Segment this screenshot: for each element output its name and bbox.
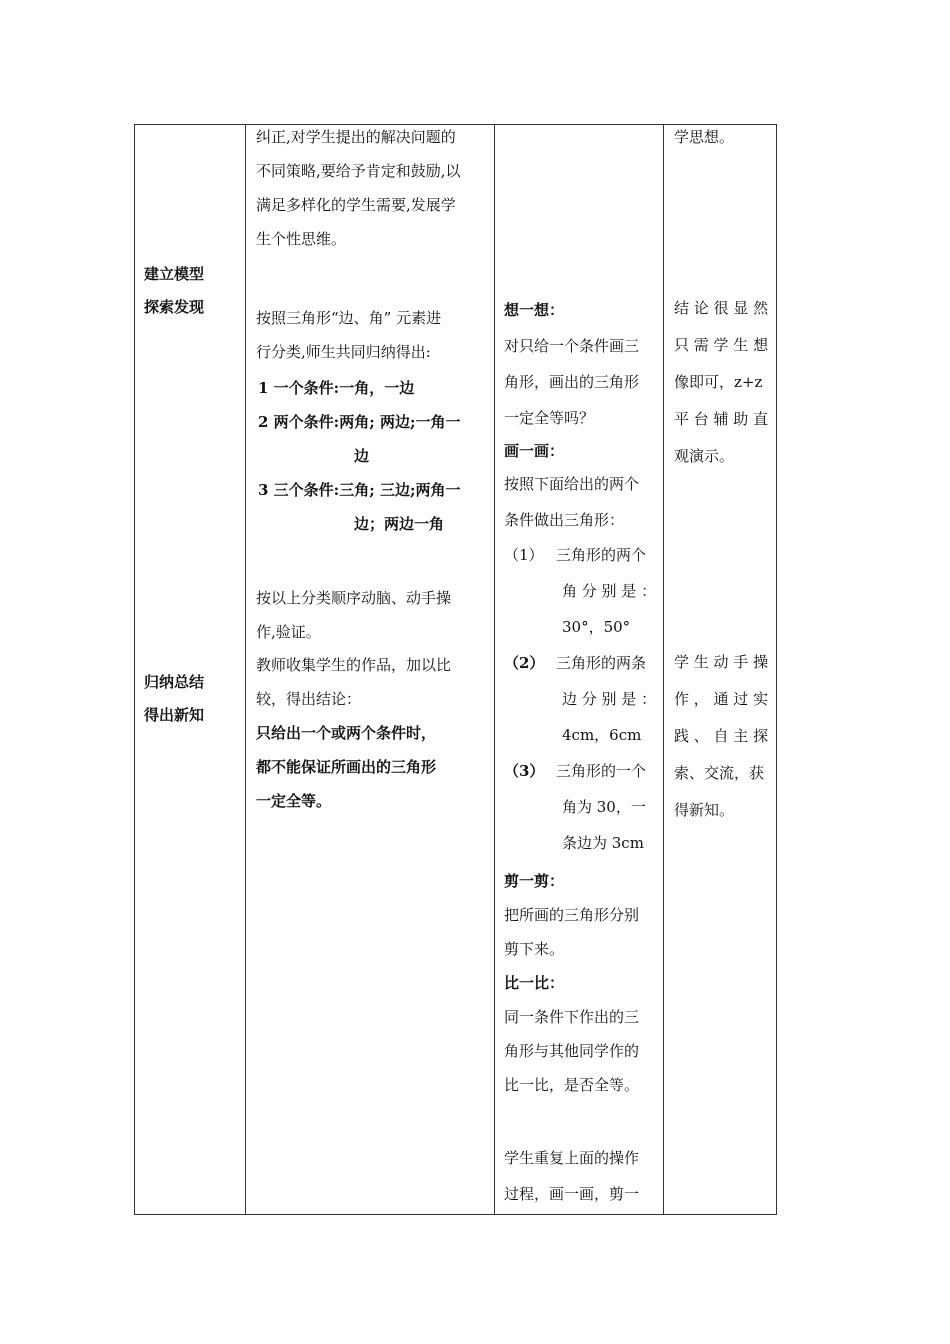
text-line: 都不能保证所画出的三角形 bbox=[256, 758, 437, 776]
text-line: 生个性思维。 bbox=[256, 230, 347, 248]
student-activities bbox=[504, 292, 639, 538]
column-divider bbox=[245, 125, 246, 1214]
teacher-paragraph-2 bbox=[256, 301, 441, 369]
stage-label-summary bbox=[144, 666, 204, 732]
text-line: 像即可，z+z bbox=[674, 373, 763, 391]
text-line: 角形与其他同学作的 bbox=[504, 1042, 640, 1060]
design-intent-1 bbox=[674, 290, 768, 475]
condition-number: （1） bbox=[504, 546, 544, 564]
text-line: 践 、 自 主 探 bbox=[674, 727, 769, 745]
teacher-paragraph-3 bbox=[256, 581, 451, 649]
stage-label-model bbox=[144, 258, 204, 324]
text-line: 作,验证。 bbox=[256, 623, 321, 641]
text-line: 边 分 别 是 ： bbox=[562, 690, 657, 708]
text-line: 条边为 3cm bbox=[562, 834, 644, 852]
list-item-continuation: 边；两边一角 bbox=[354, 515, 445, 533]
text-line: 角 分 别 是 ： bbox=[562, 582, 657, 600]
list-item-continuation: 边 bbox=[354, 447, 370, 465]
text-line: 只给出一个或两个条件时， bbox=[256, 724, 437, 742]
student-activities-3 bbox=[504, 1140, 639, 1212]
teacher-paragraph-1 bbox=[256, 120, 461, 256]
text-line: 得新知。 bbox=[674, 801, 735, 819]
text-line: 教师收集学生的作品，加以比 bbox=[256, 656, 452, 674]
stage-line: 探索发现 bbox=[144, 298, 205, 316]
activity-heading-think: 想一想： bbox=[504, 301, 565, 319]
text-line: 学 生 动 手 操 bbox=[674, 653, 769, 671]
text-line: 作 ， 通 过 实 bbox=[674, 690, 769, 708]
text-line: 对只给一个条件画三 bbox=[504, 337, 640, 355]
text-line: 按照下面给出的两个 bbox=[504, 475, 640, 493]
draw-conditions-list bbox=[504, 537, 656, 861]
condition-item bbox=[504, 753, 656, 861]
design-intent-0 bbox=[674, 120, 734, 154]
student-activities-2 bbox=[504, 864, 639, 1102]
teacher-paragraph-4 bbox=[256, 648, 451, 716]
text-line: 学生重复上面的操作 bbox=[504, 1149, 640, 1167]
list-item: 2 两个条件:两角; 两边;一角一 bbox=[258, 413, 461, 431]
text-line: 只 需 学 生 想 bbox=[674, 336, 769, 354]
text-line: 纠正,对学生提出的解决问题的 bbox=[256, 128, 456, 146]
design-intent-2 bbox=[674, 644, 768, 829]
text-line: 按以上分类顺序动脑、动手操 bbox=[256, 589, 452, 607]
text-line: 结 论 很 显 然 bbox=[674, 299, 769, 317]
conclusion-text bbox=[256, 716, 436, 818]
text-line: 按照三角形“边、角” 元素进 bbox=[256, 309, 442, 327]
text-line: 行分类,师生共同归纳得出: bbox=[256, 343, 431, 361]
condition-number: （2） bbox=[504, 654, 545, 672]
text-line: 满足多样化的学生需要,发展学 bbox=[256, 196, 456, 214]
text-line: 30°，50° bbox=[562, 618, 631, 636]
text-line: 观演示。 bbox=[674, 447, 735, 465]
text-line: 剪下来。 bbox=[504, 940, 565, 958]
list-item: 1 一个条件:一角，一边 bbox=[258, 379, 415, 397]
text-line: 较，得出结论： bbox=[256, 690, 362, 708]
text-line: 同一条件下作出的三 bbox=[504, 1008, 640, 1026]
text-line: 不同策略,要给予肯定和鼓励,以 bbox=[256, 162, 461, 180]
text-line: 一定全等吗？ bbox=[504, 409, 595, 427]
text-line: 三角形的一个 bbox=[556, 762, 647, 780]
condition-item bbox=[504, 537, 656, 645]
stage-line: 得出新知 bbox=[144, 706, 205, 724]
column-divider bbox=[663, 125, 664, 1214]
text-line: 学思想。 bbox=[674, 128, 735, 146]
text-line: 过程，画一画，剪一 bbox=[504, 1185, 640, 1203]
activity-heading-cut: 剪一剪： bbox=[504, 872, 565, 890]
classification-list bbox=[258, 371, 461, 541]
text-line: 条件做出三角形： bbox=[504, 511, 625, 529]
text-line: 三角形的两条 bbox=[556, 654, 647, 672]
text-line: 4cm，6cm bbox=[562, 726, 642, 744]
text-line: 索、交流，获 bbox=[674, 764, 765, 782]
text-line: 一定全等。 bbox=[256, 792, 332, 810]
activity-heading-compare: 比一比： bbox=[504, 974, 565, 992]
activity-heading-draw: 画一画： bbox=[504, 442, 565, 460]
text-line: 角形，画出的三角形 bbox=[504, 373, 640, 391]
stage-line: 归纳总结 bbox=[144, 673, 205, 691]
column-divider bbox=[494, 125, 495, 1214]
condition-item bbox=[504, 645, 656, 753]
text-line: 平 台 辅 助 直 bbox=[674, 410, 769, 428]
list-item: 3 三个条件:三角; 三边;两角一 bbox=[258, 481, 461, 499]
text-line: 三角形的两个 bbox=[556, 546, 647, 564]
stage-line: 建立模型 bbox=[144, 265, 205, 283]
condition-number: （3） bbox=[504, 762, 545, 780]
text-line: 角为 30，一 bbox=[562, 798, 646, 816]
text-line: 把所画的三角形分别 bbox=[504, 906, 640, 924]
text-line: 比一比，是否全等。 bbox=[504, 1076, 640, 1094]
